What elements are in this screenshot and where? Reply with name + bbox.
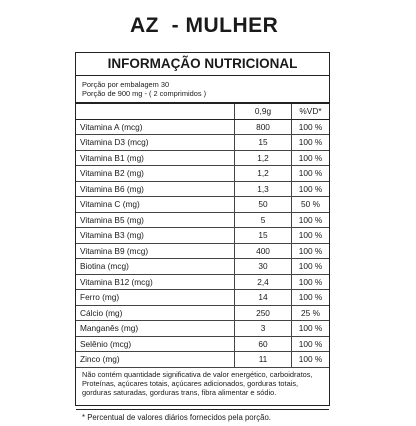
cell-amount: 50 <box>235 197 292 213</box>
page-title: AZ - MULHER <box>130 14 279 37</box>
cell-amount: 250 <box>235 305 292 321</box>
header-vd: %VD* <box>292 104 330 119</box>
cell-name: Zinco (mg) <box>76 352 235 368</box>
cell-vd: 100 % <box>292 259 330 275</box>
cell-vd: 100 % <box>292 166 330 182</box>
serving-line-1: Porção por embalagem 30 <box>82 80 170 89</box>
table-row <box>76 259 329 275</box>
cell-vd: 100 % <box>292 274 330 290</box>
cell-amount: 3 <box>235 321 292 337</box>
panel-header: INFORMAÇÃO NUTRICIONAL <box>76 53 329 76</box>
table-row <box>76 290 329 306</box>
table-row <box>76 135 329 151</box>
serving-info <box>76 76 329 104</box>
table-row <box>76 197 329 213</box>
table-row <box>76 305 329 321</box>
footer-note: * Percentual de valores diários fornecidos pela porção. <box>82 412 271 422</box>
table-row <box>76 228 329 244</box>
cell-amount: 15 <box>235 135 292 151</box>
serving-line-2: Porção de 900 mg - ( 2 comprimidos ) <box>82 89 207 98</box>
cell-vd: 25 % <box>292 305 330 321</box>
cell-amount: 5 <box>235 212 292 228</box>
header-empty <box>76 104 235 119</box>
table-row <box>76 352 329 368</box>
cell-vd: 100 % <box>292 228 330 244</box>
cell-vd: 50 % <box>292 197 330 213</box>
header-amount: 0,9g <box>235 104 292 119</box>
table-row <box>76 274 329 290</box>
cell-name: Vitamina D3 (mcg) <box>76 135 235 151</box>
cell-name: Biotina (mcg) <box>76 259 235 275</box>
cell-vd: 100 % <box>292 119 330 135</box>
cell-name: Vitamina A (mcg) <box>76 119 235 135</box>
table-row <box>76 336 329 352</box>
cell-name: Vitamina B1 (mg) <box>76 150 235 166</box>
cell-amount: 11 <box>235 352 292 368</box>
cell-vd: 100 % <box>292 321 330 337</box>
cell-name: Vitamina B3 (mg) <box>76 228 235 244</box>
cell-vd: 100 % <box>292 135 330 151</box>
cell-vd: 100 % <box>292 150 330 166</box>
cell-amount: 1,3 <box>235 181 292 197</box>
table-row <box>76 321 329 337</box>
cell-name: Vitamina B5 (mg) <box>76 212 235 228</box>
footnote: Não contém quantidade significativa de valor energético, carboidratos, Proteínas, açúcares totais, açúcares adicionados, gorduras totais, gorduras saturadas, gorduras trans, fibra alimentar e sódio. <box>76 368 329 410</box>
cell-amount: 60 <box>235 336 292 352</box>
cell-name: Selênio (mcg) <box>76 336 235 352</box>
cell-amount: 2,4 <box>235 274 292 290</box>
cell-name: Vitamina B9 (mcg) <box>76 243 235 259</box>
cell-vd: 100 % <box>292 290 330 306</box>
table-row <box>76 212 329 228</box>
cell-vd: 100 % <box>292 181 330 197</box>
cell-amount: 400 <box>235 243 292 259</box>
cell-vd: 100 % <box>292 352 330 368</box>
nutrition-facts-panel <box>75 52 330 422</box>
cell-vd: 100 % <box>292 243 330 259</box>
cell-amount: 800 <box>235 119 292 135</box>
cell-name: Vitamina C (mg) <box>76 197 235 213</box>
cell-vd: 100 % <box>292 336 330 352</box>
cell-name: Vitamina B12 (mcg) <box>76 274 235 290</box>
cell-name: Cálcio (mg) <box>76 305 235 321</box>
cell-name: Ferro (mg) <box>76 290 235 306</box>
cell-name: Manganês (mg) <box>76 321 235 337</box>
table-row <box>76 119 329 135</box>
cell-amount: 1,2 <box>235 150 292 166</box>
cell-amount: 30 <box>235 259 292 275</box>
table-row <box>76 181 329 197</box>
cell-name: Vitamina B6 (mg) <box>76 181 235 197</box>
cell-amount: 14 <box>235 290 292 306</box>
nutrition-table <box>76 104 329 368</box>
cell-name: Vitamina B2 (mg) <box>76 166 235 182</box>
cell-amount: 1,2 <box>235 166 292 182</box>
cell-amount: 15 <box>235 228 292 244</box>
table-row <box>76 166 329 182</box>
cell-vd: 100 % <box>292 212 330 228</box>
table-row <box>76 243 329 259</box>
table-row <box>76 150 329 166</box>
table-header-row <box>76 104 329 119</box>
